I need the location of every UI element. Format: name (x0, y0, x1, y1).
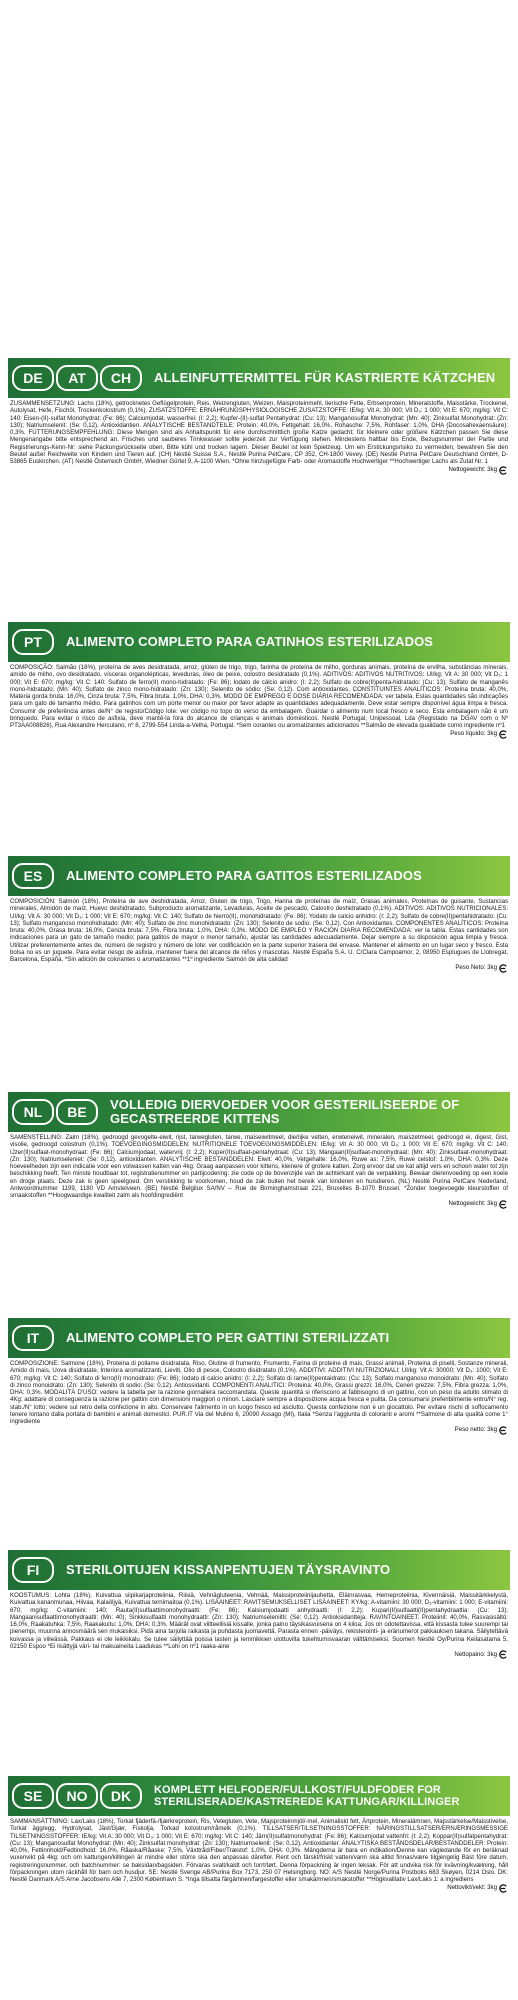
label-section-de-at-ch (8, 358, 510, 475)
estimated-sign-icon (499, 1650, 508, 1659)
estimated-sign-icon (499, 1200, 508, 1209)
section-banner (8, 856, 510, 896)
country-badge: PT (12, 629, 54, 655)
country-badge: DK (100, 1783, 142, 1809)
label-section-se-no-dk (8, 1776, 510, 1893)
section-title: STERILOITUJEN KISSANPENTUJEN TÄYSRAVINTO (66, 1562, 391, 1577)
country-badge: SE (12, 1783, 54, 1809)
country-badge: NO (56, 1783, 98, 1809)
section-text: SAMMANSÄTTNING: Lax/Laks (18%), Torkat fjäderfä-/fjærkreprotein, Ris, Vetegluten, Vete, Majsproteinmjöl/-mel, Animaliskt fett, Ärtprotein, Mineralämnen, Majsstärkelse/Maisstivelse, Torkat ägg/egg, Hydrolysat, Jäst/Gjær, Fiskolja, Torkad kolostrum/råmelk (0,1%). TILLSATSER/TILSETNINGSSTOFFER: NÄRINGSTILLSATSER/ERNÆRINGSMESSIGE TILSETNINGSSTOFFER: IE/kg: Vit A: 30 000; Vit D₃: 1 000; Vit E: 670; mg/kg: Vit C: 140; Järn(II)sulfatmonohydrat: (Fe: 86); Kalciumjodat vattenfri: (I: 2,2); Koppar(II)sulfatpentahydrat: (Cu: 13); Manganosulfat Monohydrat: (Mn: 40); Zinksulfat monohydrat: (Zn: 130); Natriumselenit: (Se: 0,12). Antioxidanter. ANALYTISKA BESTÅNDSDELAR/BESTANDDELER: Protein: 40,0%, Fettinnhold/Fedtindhold: 16,0%, Råaska/Råaske: 7,5%, Växttråd/Fiber/Træstof: 1,0%, DHA: 0,3%. Mängderna är bara en indikation/Denne kan vägledande för en beräknad vuxenvikt på 4kg: och om kattungen/killingen är mindre eller större ska den anpassas därefter. Rent och färskt/friskt vatten/vann ska alltid finnas/være tilgjengelig Bäst före datum, registreringsnummer, och batchnummer: se baksidan/bagsiden. Förvaras svalt/kaldt och torrt/tørt. Denna förpackning är ingen leksak. För att undvika risk för kvävning/kvælning, håll förpackningen utom räckhåll för barn och husdjur. SE: Nestlé Sverige AB/Purina Box 7173, 250 07 Helsingborg. NO: A/S Nestlé Norge/Purina Postboks 683 Skøyen, 0214 Oslo. DK: Nestlé Danmark A/S Arne Jacobsens Allé 7, 2300 København S. *Inga tillsatta färgämnen/fargestoffer eller smakämnen/smakstoffer **Högkvalitativ Lax/Laks 1: a ingrediens (10, 1818, 508, 1884)
section-footer (8, 1650, 510, 1659)
section-title: ALIMENTO COMPLETO PARA GATINHOS ESTERILIZADOS (66, 634, 434, 649)
estimated-sign-icon (499, 964, 508, 973)
section-title: ALLEINFUTTERMITTEL FÜR KASTRIERTE KÄTZCHEN (154, 370, 496, 385)
label-section-nl-be (8, 1092, 510, 1209)
net-weight: Peso netto: 3kg (454, 1426, 497, 1434)
section-footer (8, 730, 510, 739)
country-badge: CH (100, 365, 142, 391)
country-badge: IT (12, 1325, 54, 1351)
net-weight: Nettovikt/vekt: 3kg (447, 1884, 497, 1892)
section-footer (8, 1200, 510, 1209)
estimated-sign-icon (499, 730, 508, 739)
country-badges (8, 1550, 56, 1590)
estimated-sign-icon (499, 1426, 508, 1435)
section-title: ALIMENTO COMPLETO PER GATTINI STERILIZZATI (66, 1330, 390, 1345)
net-weight: Nettogewicht: 3kg (448, 1200, 497, 1208)
section-title: ALIMENTO COMPLETO PARA GATITOS ESTERILIZADOS (66, 868, 422, 883)
section-text: COMPOSIÇÃO: Salmão (18%), proteína de aves desidratada, arroz, glúten de trigo, trigo, farinha de proteína de milho, gorduras animais, proteína de ervilha, substâncias minerais, amido de milho, ovo desidratado, vísceras organolépticas, leveduras, óleo de peixe, colostro desidratado (0,1%). ADITIVOS: ADITIVOS NUTRITIVOS: UI/kg: Vit A: 30 000; Vit D₃: 1 000; Vit E: 670; mg/kg: Vit C: 140; Sulfato de ferro(II) mono-hidratado: (Fe: 86); Iodato de cálcio anidro: (I: 2,2); Sulfato de cobre(II)penta-hidratado: (Cu: 13); Sulfato de manganês mono-hidratado: (Mn: 40); Sulfato de zinco mono-hidratado: (Zn: 130); Selenito de sódio: (Se: 0,12). Com antioxidantes. CONSTITUINTES ANALÍTICOS: Proteína bruta: 40,0%, Matéria gorda bruta: 16,0%, Cinza bruta: 7,5%, Fibra bruta: 1,0%, DHA: 0,3%. MODO DE EMPREGO E DOSE DIÁRIA RECOMENDADA: ver tabela. Estas quantidades são indicações para um gato de tamanho médio. Para gatinhos com um porte menor ou maior por favor adapte as quantidades adequadamente. Deve estar sempre disponível água limpa e fresca. Consumir de preferência antes de/N° de registo/Código lote: ver código no topo do verso da embalagem. Guardar o alimento num local fresco e seco. Esta embalagem não é um brinquedo. Para evitar o risco de asfixia, deve mantê-la fora do alcance de crianças e animais domésticos. Nestlé Portugal, Unipessoal, Lda (Registado na DGAV com o Nº PT3AA008826), Rua Alexandre Herculano, nº 8, 2799-554 Linda-a-Velha, Portugal. *Sem corantes ou aromatizantes adicionados **Salmão de elevada qualidade como ingrediente nº1 (10, 664, 508, 730)
section-text: COMPOSIZIONE: Salmone (18%), Proteina di pollame disidratata, Riso, Glutine di frumento, Frumento, Farina di proteine di mais, Grassi animali, Proteina di piselli, Sostanze minerali, Amido di mais, Uova disidratate, Interiora aromatizzanti, Lieviti, Olio di pesce, Colostro disidratato (0,1%). ADDITIVI: ADDITIVI NUTRIZIONALI: UI/kg: Vit A: 30000; Vit D₃: 1000; Vit E: 670; mg/kg: Vit C: 140; Solfato di ferro(II) monoidrato: (Fe: 86); Iodato di calcio anidro: (I: 2,2); Solfato di rame(II)pentaidrato: (Cu: 13); Solfato manganoso monoidrato: (Mn: 40); Solfato di zinco monoidrato: (Zn: 130); Selenito di sodio: (Se: 0,12). Antiossidanti. COMPONENTI ANALITICI: Proteina: 40,0%, Grassi grezzi: 16,0%, Ceneri grezze: 7,5%, Fibra grezza: 1,0%, DHA: 0,3%. MODALITÀ D'USO: vedere la tabella per la razione giornaliera raccomandata. Queste quantità si riferiscono al fabbisogno di un gattino, con un peso da adulto stimato di 4Kg: adattare di conseguenza la razione per gattini con dimensioni maggiori o minori. Lasciare sempre a disposizione acqua fresca e pulita. Da consumarsi preferibilmente entro/N° reg. stab./N° lotto: vedere sul retro della confezione in alto. Conservare l'alimento in un luogo fresco ed asciutto. Questa confezione non è un giocattolo. Per evitare rischi di soffocamento tenere lontano dalla portata di bambini e animali domestici. PUR.IT Via del Mulino 6, 20090 Assago (MI), Italia *Senza l'aggiunta di coloranti e aromi **Salmone di alta qualità come 1° ingrediente (10, 1360, 508, 1426)
country-badges (8, 856, 56, 896)
section-text: COMPOSICIÓN: Salmón (18%), Proteína de ave deshidratada, Arroz, Gluten de trigo, Trigo, Harina de proteínas de maíz, Grasas animales, Proteínas de guisante, Sustancias minerales, Almidón de maíz, Huevo deshidratado, Subproducto aromatizante, Levaduras, Aceite de pescado, Calostro deshidratado (0,1%). ADITIVOS: ADITIVOS NUTRICIONALES: UI/kg: Vit A: 30 000; Vit D₃: 1 000; Vit E: 670; mg/kg: Vit C: 140; Sulfato de hierro(II), monohidratado: (Fe: 86); Yodato de calcio anhidro: (I: 2,2); Sulfato de cobre(II)pentahidratado: (Cu: 13); Sulfato manganoso monohidratado: (Mn: 40); Sulfato de zinc monohidratado: (Zn: 130); Selenito de sodio: (Se: 0,12). Con Antioxidantes. COMPONENTES ANALÍTICOS: Proteína bruta: 40,0%, Grasa bruta: 16,0%, Ceniza bruta: 7,5%, Fibra bruta: 1,0%, DHA: 0,3%. MODO DE EMPLEO Y RACIÓN DIARIA RECOMENDADA: ver la tabla. Estas cantidades son indicaciones para un gato de tamaño medio; para gatitos de mayor o menor tamaño, ajustar las cantidades adecuadamente. Dejar siempre a su disposición agua limpia y fresca. Utilizar preferentemente antes de, número de registro y número de lote: ver codificación en la parte superior trasera del envase. Mantener el alimento en un lugar seco y fresco. Esta bolsa no es un juguete. Para evitar riesgo de asfixia, mantener fuera del alcance de niños y mascotas. Nestlé España S.A. U. C/Clara Campoamor, 2, 08950 Esplugues de Llobregat, Barcelona, España. *Sin adición de colorantes o aromatizantes **1º ingrediente Salmón de alta calidad (10, 898, 508, 964)
net-weight: Nettogewicht: 3kg (448, 466, 497, 474)
country-badge: DE (12, 365, 54, 391)
section-banner (8, 358, 510, 398)
section-banner (8, 1776, 510, 1816)
section-title: KOMPLETT HELFODER/FULLKOST/FULDFODER FOR STERILISERADE/KASTREREDE KATTUNGAR/KILLINGER (154, 1784, 460, 1808)
section-text: ZUSAMMENSETZUNG: Lachs (18%), getrocknetes Geflügelprotein, Reis, Weizengluten, Weizen, Maisproteinmehl, tierische Fette, Erbsenprotein, Mineralstoffe, Maisstärke, Trockenei, Autolysat, Hefe, Fischöl, Trockenkolostrum (0,1%). ZUSATZSTOFFE: ERNÄHRUNGSPHYSIOLOGISCHE ZUSATZSTOFFE: IE/kg: Vit A: 30 000; Vit D₃: 1 000; Vit E: 670; mg/kg: Vit C: 140; Eisen-(II)-sulfat Monohydrat: (Fe: 86); Calciumjodat, wasserfrei: (I: 2,2); Kupfer-(II)-sulfat Pentahydrat: (Cu: 13); Manganosulfat Monohydrat: (Mn: 40); Zinksulfat Monohydrat: (Zn: 130); Natriumselenit: (Se: 0,12). Antioxidantien. ANALYTISCHE BESTANDTEILE: Protein: 40,0%, Fettgehalt: 16,0%, Rohasche: 7,5%, Rohfaser: 1,0%, DHA (Docosahexaensäure): 0,3%. FÜTTERUNGSEMPFEHLUNG: Diese Mengen sind als Anhaltspunkt für eine durchschnittlich große Katze gedacht; für kleinere oder größere Kätzchen passen Sie diese Mengenangabe bitte entsprechend an. Frisches und sauberes Trinkwasser sollte jederzeit zur Verfügung stehen. Mindestens haltbar bis Ende, Bezugsnummer der Partie und Registrierungs-Kenn-Nr: siehe Packungsrückseite oben. Bitte kühl und trocken lagern. Dieser Beutel ist kein Spielzeug. Um ein Erstickungsrisiko zu vermeiden, bewahren Sie den Beutel außer Reichweite von Kindern und Tieren auf. (CH) Nestlé Suisse S.A., Nestlé Purina PetCare, CP 352, CH-1800 Vevey. (DE) Nestlé Purina PetCare Deutschland GmbH, D-53865 Euskirchen. (AT) Nestlé Österreich GmbH, Wiedner Gürtel 9, A-1100 Wien. *Ohne hinzugefügte Farb- oder Aromastoffe Hochwertiger **Hochwertiger Lachs als Zutat Nr. 1 (10, 400, 508, 466)
label-section-pt (8, 622, 510, 739)
country-badge: AT (56, 365, 98, 391)
section-banner (8, 622, 510, 662)
section-text: KOOSTUMUS: Lohta (18%), Kuivattua siipikarjaproteiinia, Riisiä, Vehnägluteenia, Vehnää, Maissiproteiinijauhetta, Eläinrasvaa, Herneproteiinia, Kivennäisiä, Maissitärkkelystä, Kuivattua kananmunaa, Hiivaa, Kalaöljyä, Kuivattua ternimaitoa (0,1%). LISÄAINEET: RAVITSEMUKSELLISET LISÄAINEET: KY/kg: A-vitamiini: 30 000; D₃-vitamiini: 1 000; E-vitamiini: 670; mg/kg: C-vitamiini: 140; Rauta(II)sulfaattimonohydraatti: (Fe: 86); Kalsiumjodaatti anhydraatti: (I: 2,2); Kupari(II)sulfaatti(II)pentahydraattia: (Cu: 13); Mangaanisulfaattimonohydraatti: (Mn: 40); Sinkkisulfaatti monohydraatti: (Zn: 130); Natriumseleniitti: (Se: 0,12). Antioksidantteja. RAVINTOAINEET: Proteiinit: 40,0%, Rasvasisältö: 16,0%, Raakatuhka: 7,5%, Raakakuitu: 1,0%, DHA: 0,3%. Määrät ovat viitteellisiä kissalle, jonka paino täysikasvuisena on 4 kiloa; Jos on odotettavissa, että kissasta tulee suurempi tai pienempi, muunna annosmäärä sen mukaisiksi. Pidä aina tarjolla raikasta ja puhdasta juomavettä. Parasta ennen -päiväys, rekisterointi- ja eränumerot pakkauksen takana. Säilytettävä kuivassa ja viileässä. Pakkaus ei ole leikkikalu. Se tulee säilyttää poissa lasten ja lemmikkien ulottuvilta tukehtumisvaaran välttämiseksi. Suomen Nestlé Oy/Purina Keilasatama 5, 02150 Espoo *Ei lisättyjä väri- tai makuaineita Laadukas **Lohi on nº1 raaka-aine (10, 1592, 508, 1651)
section-footer (8, 466, 510, 475)
country-badges (8, 1776, 144, 1816)
net-weight: Peso Neto: 3kg (455, 964, 497, 972)
estimated-sign-icon (499, 1884, 508, 1893)
country-badges (8, 358, 144, 398)
estimated-sign-icon (499, 466, 508, 475)
country-badges (8, 622, 56, 662)
label-section-fi (8, 1550, 510, 1659)
section-banner (8, 1318, 510, 1358)
country-badges (8, 1318, 56, 1358)
net-weight: Nettopaino: 3kg (454, 1650, 497, 1658)
country-badge: FI (12, 1557, 54, 1583)
section-footer (8, 964, 510, 973)
section-footer (8, 1426, 510, 1435)
section-title: VOLLEDIG DIERVOEDER VOOR GESTERILISEERDE OF GECASTREERDE KITTENS (110, 1097, 460, 1126)
net-weight: Peso líquido: 3kg (450, 730, 497, 738)
section-banner (8, 1550, 510, 1590)
label-section-it (8, 1318, 510, 1435)
label-section-es (8, 856, 510, 973)
country-badges (8, 1092, 100, 1132)
section-footer (8, 1884, 510, 1893)
country-badge: ES (12, 863, 54, 889)
country-badge: BE (56, 1099, 98, 1125)
section-banner (8, 1092, 510, 1132)
country-badge: NL (12, 1099, 54, 1125)
section-text: SAMENSTELLING: Zalm (18%), gedroogd gevogelte-eiwit, rijst, tarwegluten, tarwe, maïseiwitmeel, dierlijke vetten, erwteneiwit, mineralen, maïszetmeel, gedroogd ei, digest, Gist, visolie, gedroogd colostrum (0,1%). TOEVOEGINGSMIDDELEN: NUTRITIONELE TOEVOEGINGSMIDDELEN: IE/kg: Vit A: 30 000; Vit D₃: 1 000; Vit E: 670; mg/kg: Vit C: 140; IJzer(II)sulfaat-monohydraat: (Fe: 86); Calciumjodaat, watervrij: (I: 2,2); Koper(II)sulfaat-pentahydraat: (Cu: 13); Mangaan(II)sulfaat-monohydraat: (Mn: 40); Zinksulfaat-monohydraat: (Zn: 130); Natriumseleniet: (Se: 0,12). antioxidanten. ANALYTISCHE BESTANDDELEN: Eiwit: 40,0%, Vetgehalte: 16,0%, Ruwe as: 7,5%, Ruwe celstof: 1,0%, DHA: 0,3%. Deze hoeveelheden zijn een indicatie voor een volwassen katten van 4kg: Graag aanpassen voor kittens, kleinere of grotere katten. Zorg ervoor dat uw kat altijd vers en schoon water tot zijn beschikking heeft. Ten minste houdbaar tot, registratienummer en partijcodering: zie code op de bovenzijde van de achterkant van de verpakking. Bewaar dierenvoeding op een koele en droge plaats. Deze zak is geen speelgoed. Om verstikking te voorkomen, houd de zak buiten het bereik van kinderen en huisdieren. (NL) Nestlé Purina PetCare Nederland, Antwoordnummer 1199, 1180 VD Amstelveen. (BE) Nestlé Belgilux SA/NV – Rue de Birminghamstraat 221, Bruxelles B-1070 Brussel. *Zonder toegevoegde kleurstoffen of smaakstoffen **Hoogwaardige kwaliteit zalm als hoofdingrediënt (10, 1134, 508, 1200)
